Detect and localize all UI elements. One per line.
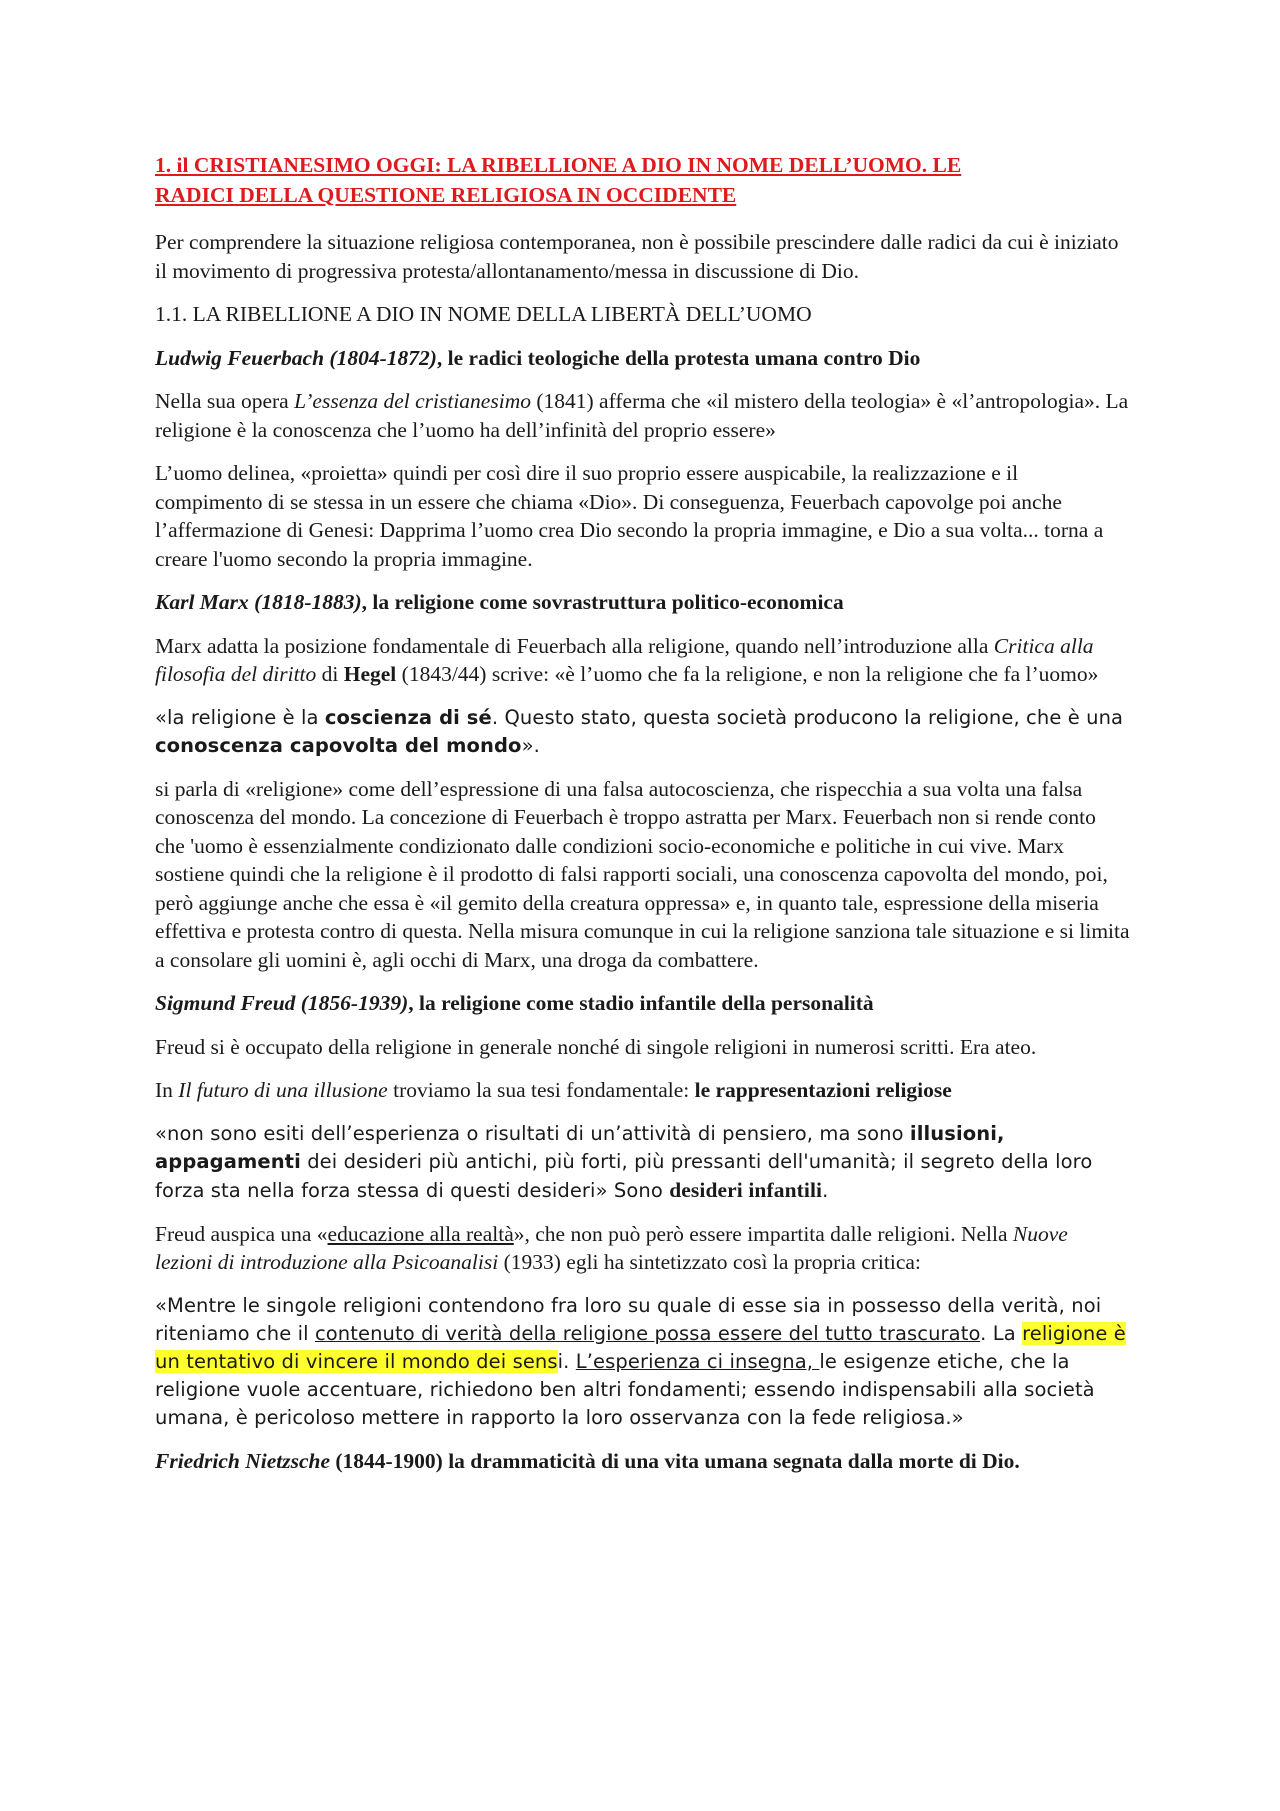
text-run: i.	[557, 1349, 576, 1373]
marx-paragraph-2: si parla di «religione» come dell’espressione di una falsa autocoscienza, che rispecchia a sua volta una falsa conoscenza del mondo. La concezione di Feuerbach è troppo astratta per Marx. Feuerbach non si rende conto che 'uomo è essenzialmente condizionato dalle condizioni socio-economiche e politiche in cui vive. Marx sostiene quindi che la religione è il prodotto di falsi rapporti sociali, una conoscenza capovolta del mondo, poi, però aggiunge anche che essa è «il gemito della creatura oppressa» e, in quanto tale, espressione della miseria effettiva e protesta contro di questa. Nella misura comunque in cui la religione sanziona tale situazione e si limita a consolare gli uomini è, agli occhi di Marx, una droga da combattere.	[155, 776, 1130, 972]
marx-heading	[155, 588, 1130, 617]
bold-run: conoscenza capovolta del mondo	[155, 733, 522, 757]
work-title: Nuove lezioni di introduzione alla Psicoanalisi	[155, 1221, 1068, 1274]
chapter-title-line-2: RADICI DELLA QUESTIONE RELIGIOSA IN OCCIDENTE	[155, 183, 737, 207]
chapter-title-line-1: 1. il CRISTIANESIMO OGGI: LA RIBELLIONE A DIO IN NOME DELL’UOMO. LE	[155, 153, 962, 177]
chapter-title	[155, 150, 1130, 210]
work-title: L’essenza del cristianesimo	[294, 389, 531, 413]
bold-run: le rappresentazioni religiose	[694, 1078, 952, 1102]
underlined-run: educazione alla realtà	[327, 1221, 514, 1246]
feuerbach-paragraph-2: L’uomo delinea, «proietta» quindi per così dire il suo proprio essere auspicabile, la realizzazione e il compimento di se stessa in un essere che chiama «Dio». Di conseguenza, Feuerbach capovolge poi anche l’affermazione di Genesi: Dapprima l’uomo crea Dio secondo la propria immagine, e Dio a sua volta... torna a creare l'uomo secondo la propria immagine.	[155, 461, 1104, 571]
marx-paragraph-1	[155, 632, 1130, 689]
text-run: », che non può però essere impartita dalle religioni. Nella	[513, 1221, 1013, 1246]
nietzsche-heading-rest: (1844-1900) la drammaticità di una vita umana segnata dalla morte di Dio.	[329, 1448, 1020, 1473]
work-title: Critica alla filosofia del diritto	[155, 633, 1094, 686]
bold-run: coscienza di sé	[324, 705, 492, 729]
text-run: . La	[980, 1321, 1023, 1345]
text-run: le esigenze etiche, che la religione vuole accentuare, richiedono ben altri fondamenti; essendo indispensabili alla società umana, è pericoloso mettere in rapporto la loro osservanza con la fede religiosa.»	[155, 1349, 1095, 1429]
bold-name: Hegel	[343, 662, 397, 686]
marx-heading-rest: , la religione come sovrastruttura politico-economica	[361, 590, 844, 614]
text-run: (1843/44) scrive: «è l’uomo che fa la religione, e non la religione che fa l’uomo»	[396, 662, 1099, 686]
freud-quote-1	[155, 1120, 1130, 1205]
text-run: Freud auspica una «	[155, 1221, 328, 1246]
text-run: di	[316, 662, 344, 686]
freud-heading	[155, 989, 1130, 1018]
feuerbach-paragraph-1	[155, 387, 1130, 444]
text-run: Nella sua opera	[155, 389, 295, 413]
text-run: ».	[521, 733, 540, 757]
text-run: troviamo la sua tesi fondamentale:	[387, 1078, 695, 1102]
underlined-run: contenuto di verità della religione possa essere del tutto trascurato	[314, 1321, 981, 1345]
text-run: . Questo stato, questa società producono la religione, che è una	[491, 705, 1124, 729]
freud-paragraph-3	[155, 1220, 1130, 1277]
marx-heading-name: Karl Marx (1818-1883)	[155, 590, 362, 614]
text-run: dei desideri più antichi, più forti, più pressanti dell'umanità; il segreto della loro forza sta nella forza stessa di questi desideri» Sono	[155, 1149, 1093, 1202]
text-run: Marx adatta la posizione fondamentale di Feuerbach alla religione, quando nell’introduzione alla	[155, 633, 994, 658]
text-run: .	[822, 1178, 829, 1202]
work-title: Il futuro di una illusione	[178, 1078, 388, 1102]
intro-paragraph: Per comprendere la situazione religiosa contemporanea, non è possibile prescindere dalle radici da cui è iniziato il movimento di progressiva protesta/allontanamento/messa in discussione di Dio.	[155, 230, 1119, 283]
nietzsche-heading-name: Friedrich Nietzsche	[155, 1448, 330, 1473]
highlighted-run: religione è un tentativo di vincere il mondo dei sens	[155, 1321, 1126, 1373]
nietzsche-heading	[155, 1447, 1130, 1476]
text-run: (1933) egli ha sintetizzato così la propria critica:	[498, 1250, 921, 1274]
text-run: «non sono esiti dell’esperienza o risultati di un’attività di pensiero, ma sono	[155, 1121, 910, 1145]
text-run: (1841) afferma che «il mistero della teologia» è «l’antropologia». La religione è la conoscenza che l’uomo ha dell’infinità del proprio essere»	[155, 389, 1129, 442]
bold-run: illusioni, appagamenti	[155, 1121, 1005, 1173]
text-run: «la religione è la	[155, 705, 325, 729]
underlined-run: L’esperienza ci insegna,	[575, 1349, 820, 1373]
freud-quote-2	[155, 1292, 1130, 1432]
bold-run: desideri infantili	[669, 1177, 823, 1202]
text-run: «Mentre le singole religioni contendono fra loro su quale di esse sia in possesso della verità, noi riteniamo che il	[155, 1293, 1102, 1345]
freud-heading-rest: , la religione come stadio infantile della personalità	[408, 991, 874, 1015]
freud-paragraph-1: Freud si è occupato della religione in generale nonché di singole religioni in numerosi scritti. Era ateo.	[155, 1034, 1037, 1059]
freud-paragraph-2	[155, 1076, 1130, 1105]
document-page	[155, 150, 1130, 1490]
section-heading-1-1: 1.1. LA RIBELLIONE A DIO IN NOME DELLA LIBERTÀ DELL’UOMO	[155, 302, 812, 326]
marx-quote	[155, 704, 1130, 760]
feuerbach-heading	[155, 344, 1130, 373]
feuerbach-heading-rest: , le radici teologiche della protesta umana contro Dio	[436, 345, 921, 370]
text-run: In	[155, 1078, 179, 1102]
freud-heading-name: Sigmund Freud (1856-1939)	[155, 991, 409, 1015]
feuerbach-heading-name: Ludwig Feuerbach (1804-1872)	[155, 345, 437, 370]
